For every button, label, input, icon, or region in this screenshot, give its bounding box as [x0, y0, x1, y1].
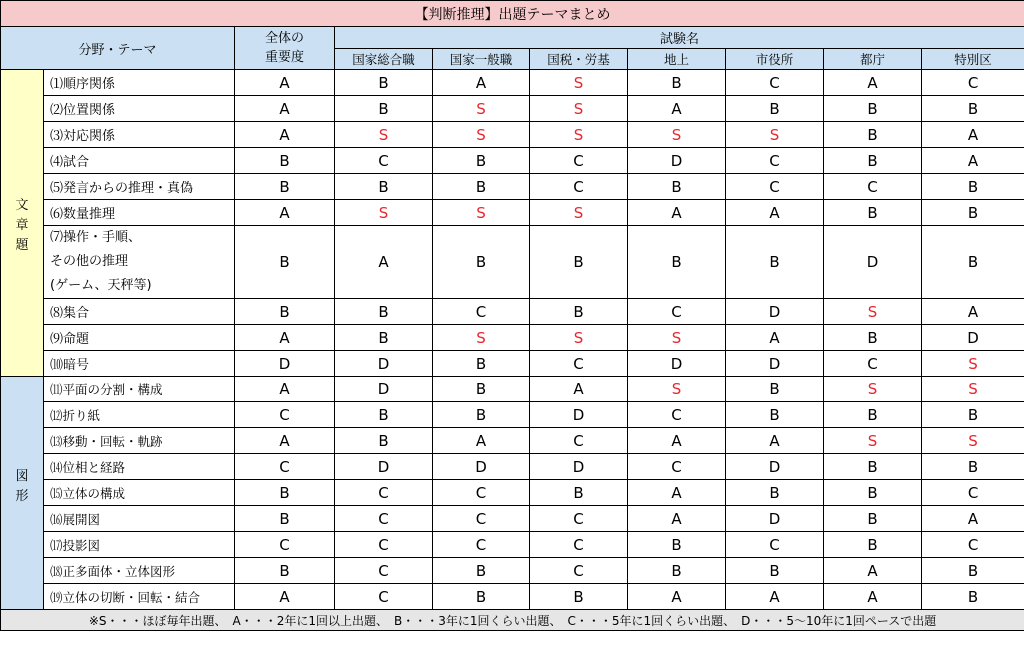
grade-cell: B [335, 428, 433, 454]
topic-name: ⑸発言からの推理・真偽 [44, 174, 235, 200]
grade-cell: B [824, 148, 922, 174]
grade-cell: B [922, 454, 1024, 480]
grade-cell: B [922, 226, 1024, 299]
grade-cell: B [726, 377, 824, 402]
grade-cell: A [433, 428, 530, 454]
grade-cell: D [530, 454, 628, 480]
importance-cell: C [235, 402, 335, 428]
grade-cell: S [433, 122, 530, 148]
topic-name: ⑷試合 [44, 148, 235, 174]
importance-cell: B [235, 558, 335, 584]
category-char: 文 [15, 198, 29, 213]
grade-cell: C [433, 532, 530, 558]
topic-name: ⒆立体の切断・回転・結合 [44, 584, 235, 610]
grade-cell: S [922, 428, 1024, 454]
grade-cell: S [433, 200, 530, 226]
grade-cell: B [922, 174, 1024, 200]
table-row [1, 325, 1024, 351]
topic-name: ⒃展開図 [44, 506, 235, 532]
grade-cell: A [922, 299, 1024, 325]
grade-cell: C [530, 351, 628, 377]
category-figure-problems [1, 377, 44, 610]
grade-cell: C [628, 402, 726, 428]
grade-cell: B [922, 558, 1024, 584]
grade-cell: D [726, 506, 824, 532]
grade-cell: B [335, 70, 433, 96]
grade-cell: A [433, 70, 530, 96]
grade-cell: D [628, 148, 726, 174]
grade-cell: C [530, 428, 628, 454]
grade-cell: S [922, 351, 1024, 377]
grade-cell: C [335, 480, 433, 506]
grade-cell: B [824, 480, 922, 506]
grade-cell: B [824, 96, 922, 122]
grade-cell: S [433, 325, 530, 351]
grade-cell: A [824, 70, 922, 96]
grade-cell: C [922, 70, 1024, 96]
grade-cell: B [824, 122, 922, 148]
grade-cell: D [824, 226, 922, 299]
grade-cell: B [922, 402, 1024, 428]
grade-cell: C [433, 506, 530, 532]
grade-cell: C [530, 148, 628, 174]
grade-cell: C [335, 558, 433, 584]
grade-cell: B [726, 480, 824, 506]
grade-cell: S [433, 96, 530, 122]
exam-header: 特別区 [922, 49, 1024, 70]
importance-cell: D [235, 351, 335, 377]
topic-line: ⑺操作・手順、 [50, 230, 142, 245]
topic-name: ⑿折り紙 [44, 402, 235, 428]
importance-header-line2: 重要度 [264, 50, 304, 65]
grade-cell: S [530, 122, 628, 148]
importance-cell: B [235, 226, 335, 299]
table-row [1, 454, 1024, 480]
grade-cell: S [824, 299, 922, 325]
table-row [1, 200, 1024, 226]
grade-cell: D [335, 377, 433, 402]
grade-legend-footnote: ※S・・・ほぼ毎年出題、 A・・・2年に1回以上出題、 B・・・3年に1回くらい出題、 C・・・5年に1回くらい出題、 D・・・5～10年に1回ペースで出題 [1, 610, 1024, 631]
grade-cell: A [628, 200, 726, 226]
importance-cell: C [235, 532, 335, 558]
exam-name-header: 試験名 [335, 27, 1024, 49]
grade-cell: A [824, 584, 922, 610]
grade-cell: B [824, 506, 922, 532]
grade-cell: S [530, 325, 628, 351]
importance-header [235, 27, 335, 70]
exam-header: 都庁 [824, 49, 922, 70]
grade-cell: A [628, 428, 726, 454]
importance-cell: B [235, 506, 335, 532]
grade-cell: B [726, 558, 824, 584]
topic-name: ⑽暗号 [44, 351, 235, 377]
importance-cell: A [235, 70, 335, 96]
importance-cell: A [235, 377, 335, 402]
grade-cell: C [433, 480, 530, 506]
category-char: 章 [15, 218, 29, 233]
grade-cell: B [433, 351, 530, 377]
topic-line: (ゲーム、天秤等) [50, 278, 152, 293]
topic-name: ⒀移動・回転・軌跡 [44, 428, 235, 454]
grade-cell: C [433, 299, 530, 325]
category-char: 題 [15, 238, 29, 253]
topic-name: ⑵位置関係 [44, 96, 235, 122]
importance-cell: B [235, 480, 335, 506]
table-row [1, 480, 1024, 506]
grade-cell: A [922, 506, 1024, 532]
topic-name: ⒅正多面体・立体図形 [44, 558, 235, 584]
grade-cell: S [530, 96, 628, 122]
grade-cell: B [335, 299, 433, 325]
category-char: 図 [15, 469, 29, 484]
grade-cell: A [628, 506, 726, 532]
grade-cell: B [433, 226, 530, 299]
grade-cell: S [628, 325, 726, 351]
topic-name: ⑴順序関係 [44, 70, 235, 96]
grade-cell: D [922, 325, 1024, 351]
grade-cell: S [530, 70, 628, 96]
grade-cell: B [628, 226, 726, 299]
table-row [1, 532, 1024, 558]
table-row [1, 428, 1024, 454]
topic-name: ⑼命題 [44, 325, 235, 351]
exam-header: 国税・労基 [530, 49, 628, 70]
grade-cell: B [824, 532, 922, 558]
topic-name: ⑶対応関係 [44, 122, 235, 148]
table-row [1, 558, 1024, 584]
exam-header: 地上 [628, 49, 726, 70]
grade-cell: C [530, 532, 628, 558]
topic-name: ⒁位相と経路 [44, 454, 235, 480]
grade-cell: A [628, 480, 726, 506]
table-row [1, 506, 1024, 532]
grade-cell: S [922, 377, 1024, 402]
grade-cell: C [726, 174, 824, 200]
grade-cell: B [433, 402, 530, 428]
grade-cell: B [824, 454, 922, 480]
grade-cell: C [726, 532, 824, 558]
grade-cell: A [628, 584, 726, 610]
table-row [1, 584, 1024, 610]
topic-line: その他の推理 [50, 254, 129, 269]
grade-cell: B [530, 584, 628, 610]
grade-cell: B [628, 174, 726, 200]
exam-header: 市役所 [726, 49, 824, 70]
grade-cell: D [433, 454, 530, 480]
importance-cell: C [235, 454, 335, 480]
table-row [1, 122, 1024, 148]
grade-cell: D [628, 351, 726, 377]
grade-cell: B [726, 96, 824, 122]
grade-cell: C [726, 148, 824, 174]
table-row [1, 70, 1024, 96]
grade-cell: A [922, 148, 1024, 174]
grade-cell: B [335, 325, 433, 351]
grade-cell: C [335, 584, 433, 610]
grade-cell: C [824, 351, 922, 377]
grade-cell: S [335, 200, 433, 226]
grade-cell: C [335, 148, 433, 174]
grade-cell: B [824, 325, 922, 351]
topic-name: ⑻集合 [44, 299, 235, 325]
grade-cell: C [530, 558, 628, 584]
grade-cell: S [726, 122, 824, 148]
grade-cell: A [628, 96, 726, 122]
importance-cell: B [235, 174, 335, 200]
grade-cell: C [922, 480, 1024, 506]
grade-cell: B [530, 299, 628, 325]
topic-name: ⑹数量推理 [44, 200, 235, 226]
grade-cell: B [628, 558, 726, 584]
grade-cell: C [530, 506, 628, 532]
grade-cell: C [922, 532, 1024, 558]
grade-cell: C [628, 299, 726, 325]
topic-name: ⑾平面の分割・構成 [44, 377, 235, 402]
importance-cell: A [235, 428, 335, 454]
grade-cell: A [726, 584, 824, 610]
grade-cell: B [628, 70, 726, 96]
grade-cell: B [922, 200, 1024, 226]
importance-cell: A [235, 584, 335, 610]
table-row [1, 377, 1024, 402]
exam-header: 国家一般職 [433, 49, 530, 70]
category-text-problems [1, 70, 44, 377]
grade-cell: A [726, 200, 824, 226]
topic-name [44, 226, 235, 299]
grade-cell: B [433, 584, 530, 610]
table-title: 【判断推理】出題テーマまとめ [1, 1, 1024, 27]
table-row [1, 148, 1024, 174]
grade-cell: S [335, 122, 433, 148]
table-row [1, 299, 1024, 325]
grade-cell: A [335, 226, 433, 299]
grade-cell: D [726, 299, 824, 325]
grade-cell: C [726, 70, 824, 96]
importance-cell: A [235, 200, 335, 226]
importance-header-line1: 全体の [264, 31, 304, 46]
grade-cell: B [922, 96, 1024, 122]
table-row [1, 402, 1024, 428]
exam-header: 国家総合職 [335, 49, 433, 70]
grade-cell: B [335, 96, 433, 122]
grade-cell: C [530, 174, 628, 200]
grade-cell: B [824, 200, 922, 226]
importance-cell: B [235, 148, 335, 174]
grade-cell: S [824, 377, 922, 402]
grade-cell: S [530, 200, 628, 226]
grade-cell: B [433, 174, 530, 200]
grade-cell: S [628, 377, 726, 402]
grade-cell: A [726, 428, 824, 454]
grade-cell: B [726, 226, 824, 299]
topic-name: ⒄投影図 [44, 532, 235, 558]
grade-cell: D [335, 454, 433, 480]
grade-cell: A [824, 558, 922, 584]
grade-cell: D [726, 454, 824, 480]
grade-cell: A [530, 377, 628, 402]
table-row [1, 174, 1024, 200]
importance-cell: A [235, 122, 335, 148]
grade-cell: B [335, 402, 433, 428]
grade-cell: B [433, 558, 530, 584]
grade-cell: C [335, 506, 433, 532]
grade-cell: B [335, 174, 433, 200]
grade-cell: B [726, 402, 824, 428]
table-row [1, 96, 1024, 122]
grade-cell: D [530, 402, 628, 428]
topic-name: ⒂立体の構成 [44, 480, 235, 506]
grade-cell: D [335, 351, 433, 377]
grade-cell: A [922, 122, 1024, 148]
grade-cell: B [433, 377, 530, 402]
grade-cell: B [433, 148, 530, 174]
grade-cell: B [628, 532, 726, 558]
grade-cell: C [628, 454, 726, 480]
grade-cell: D [726, 351, 824, 377]
grade-cell: A [726, 325, 824, 351]
grade-cell: B [530, 226, 628, 299]
grade-cell: S [824, 428, 922, 454]
field-theme-header: 分野・テーマ [1, 27, 235, 70]
table-row [1, 226, 1024, 299]
grade-cell: C [335, 532, 433, 558]
table-row [1, 351, 1024, 377]
grade-cell: S [628, 122, 726, 148]
importance-cell: A [235, 325, 335, 351]
importance-cell: B [235, 299, 335, 325]
grade-cell: C [824, 174, 922, 200]
importance-cell: A [235, 96, 335, 122]
grade-cell: B [530, 480, 628, 506]
category-char: 形 [15, 489, 29, 504]
grade-cell: B [922, 584, 1024, 610]
grade-cell: B [824, 402, 922, 428]
